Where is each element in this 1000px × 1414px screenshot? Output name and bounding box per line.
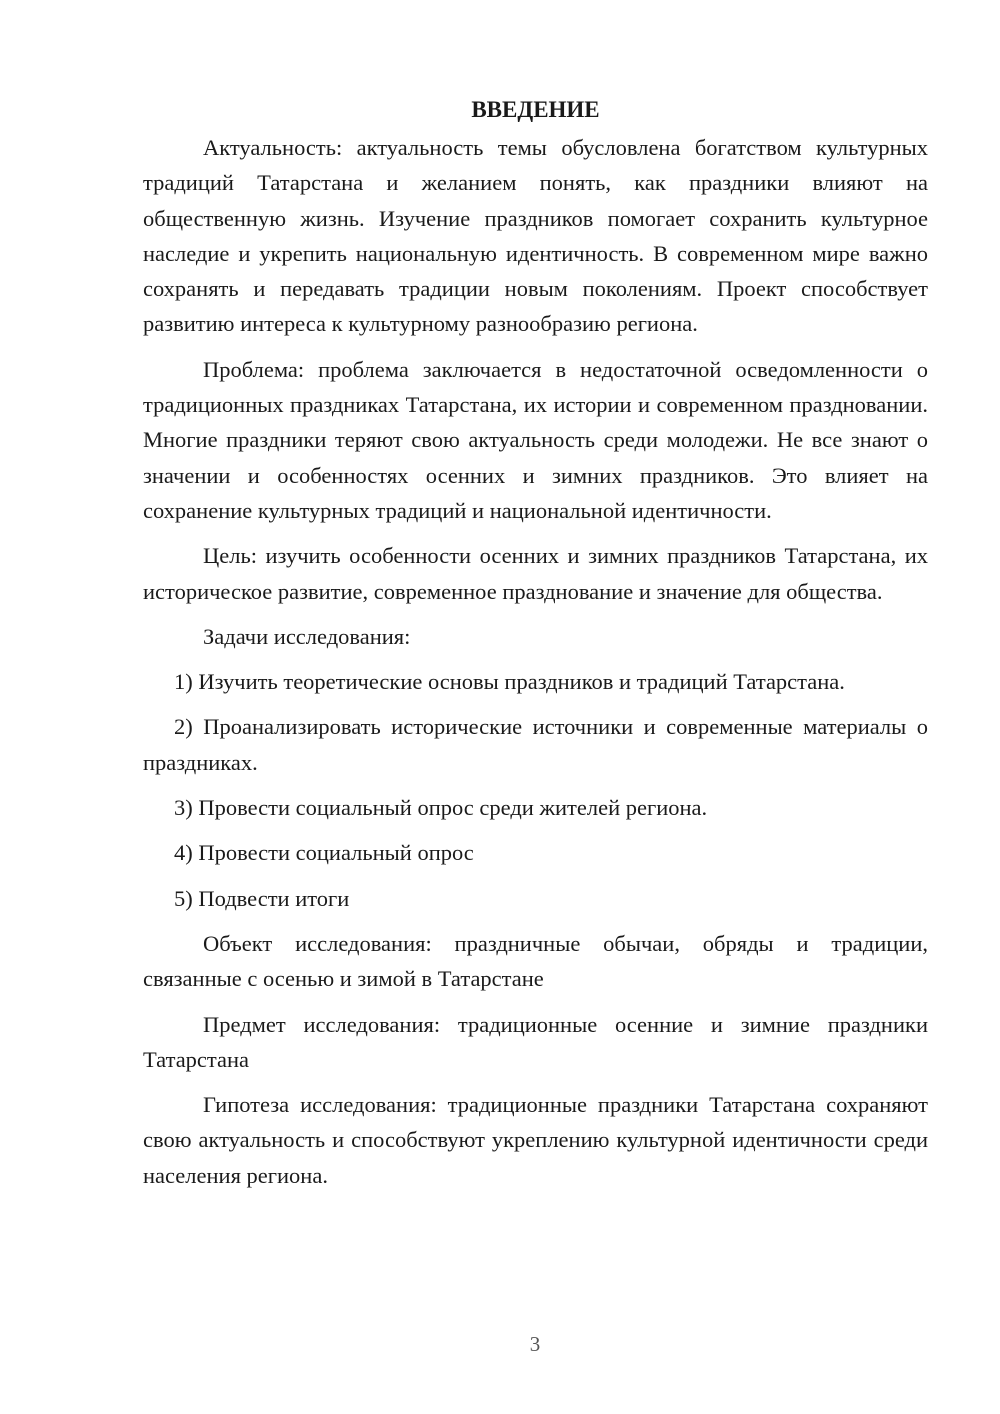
page-title: ВВЕДЕНИЕ: [471, 97, 600, 122]
object-paragraph: Объект исследования: праздничные обычаи, обряды и традиции, связанные с осенью и зимой в Татарстане: [143, 930, 928, 992]
subject-paragraph: Предмет исследования: традиционные осенние и зимние праздники Татарстана: [143, 1011, 928, 1072]
tasks-heading: Задачи исследования:: [203, 623, 411, 649]
task-item: 5) Подвести итоги: [174, 885, 350, 911]
task-item: 3) Провести социальный опрос среди жителей региона.: [174, 795, 708, 821]
relevance-paragraph: Актуальность: актуальность темы обусловлена богатством культурных традиций Татарстана и желанием понять, как праздники влияют на общественную жизнь. Изучение праздников помогает сохранить культурное наследие и укрепить национальную идентичность. В современном мире важно сохранять и передавать традиции новым поколениям. Проект способствует развитию интереса к культурному разнообразию региона.: [143, 135, 928, 337]
task-item: 1) Изучить теоретические основы праздников и традиций Татарстана.: [174, 669, 845, 695]
page-number: 3: [529, 1332, 541, 1356]
task-item: 2) Проанализировать исторические источники и современные материалы о праздниках.: [143, 714, 928, 775]
document-page: [143, 92, 928, 1203]
problem-paragraph: Проблема: проблема заключается в недостаточной осведомленности о традиционных праздниках Татарстана, их истории и современном праздновании. Многие праздники теряют свою актуальность среди молодежи. Не все знают о значении и особенностях осенних и зимних праздников. Это влияет на сохранение культурных традиций и национальной идентичности.: [143, 356, 928, 523]
task-item: 4) Провести социальный опрос: [174, 840, 474, 866]
hypothesis-paragraph: Гипотеза исследования: традиционные праздники Татарстана сохраняют свою актуальность и способствуют укреплению культурной идентичности среди населения региона.: [143, 1092, 928, 1188]
goal-paragraph: Цель: изучить особенности осенних и зимних праздников Татарстана, их историческое развитие, современное празднование и значение для общества.: [143, 543, 928, 604]
